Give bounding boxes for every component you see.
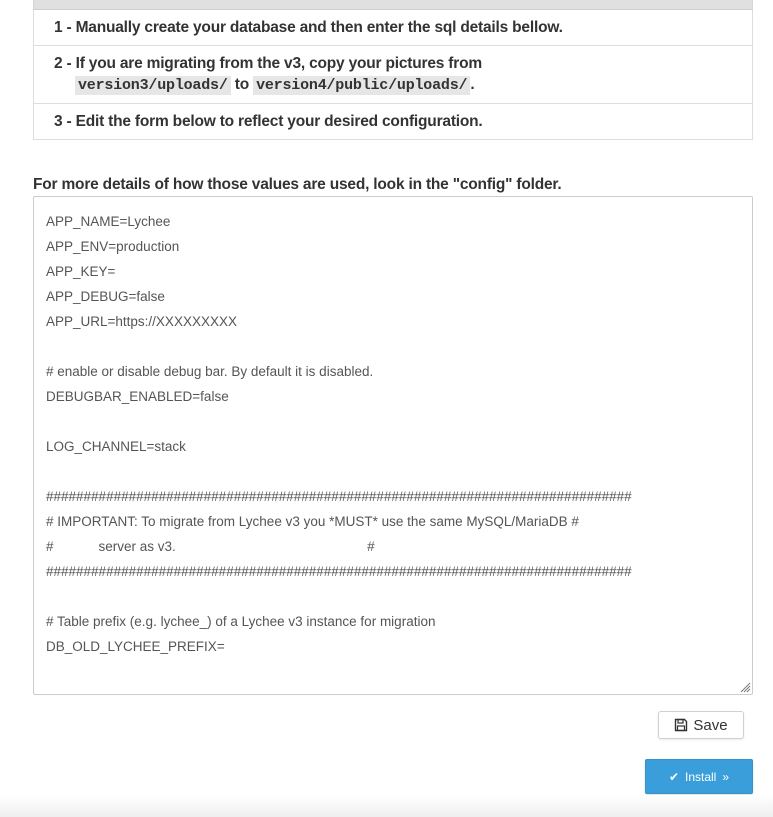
env-config-content[interactable]	[46, 209, 740, 659]
config-line: LOG_CHANNEL=stack	[46, 439, 186, 454]
config-line: # enable or disable debug bar. By default it is disabled.	[46, 364, 374, 379]
config-line: DEBUGBAR_ENABLED=false	[46, 389, 229, 404]
panel-header	[33, 0, 753, 10]
config-line: # IMPORTANT: To migrate from Lychee v3 you *MUST* use the same MySQL/MariaDB #	[46, 514, 579, 529]
config-line: ##############################################################################	[46, 564, 632, 579]
step-3-text: 3 - Edit the form below to reflect your desired configuration.	[54, 113, 483, 130]
config-line: APP_DEBUG=false	[46, 289, 165, 304]
config-line: APP_NAME=Lychee	[46, 214, 171, 229]
env-config-textarea[interactable]	[33, 196, 753, 695]
footer-shadow	[0, 795, 773, 817]
double-chevron-right-icon: »	[722, 769, 730, 784]
step-2-line1: 2 - If you are migrating from the v3, copy your pictures from	[54, 55, 482, 72]
step-3	[33, 104, 753, 140]
step-2-suffix: .	[470, 76, 475, 93]
step-2-connector: to	[234, 76, 249, 93]
config-line: # Table prefix (e.g. lychee_) of a Lychee v3 instance for migration	[46, 614, 436, 629]
config-line: ##############################################################################	[46, 489, 632, 504]
config-line: APP_ENV=production	[46, 239, 180, 254]
steps-list	[33, 10, 753, 140]
config-line: APP_KEY=	[46, 264, 116, 279]
check-icon: ✔	[668, 769, 679, 784]
install-label: Install	[685, 769, 717, 784]
config-line: DB_OLD_LYCHEE_PREFIX=	[46, 639, 225, 654]
save-button[interactable]	[658, 711, 744, 739]
config-line	[46, 409, 740, 434]
floppy-disk-icon	[674, 718, 688, 732]
step-1	[33, 10, 753, 46]
config-line	[46, 334, 740, 359]
step-1-text: 1 - Manually create your database and then enter the sql details bellow.	[54, 19, 563, 36]
save-label: Save	[693, 716, 728, 734]
config-line: APP_URL=https://XXXXXXXXX	[46, 314, 237, 329]
step-2	[33, 46, 753, 104]
config-details-label: For more details of how those values are used, look in the "config" folder.	[33, 176, 562, 193]
config-line	[46, 459, 740, 484]
code-version3-uploads: version3/uploads/	[75, 76, 231, 95]
install-button[interactable]	[645, 759, 753, 794]
install-env-page	[33, 0, 753, 784]
code-version4-uploads: version4/public/uploads/	[253, 76, 470, 95]
resize-handle-icon[interactable]	[739, 681, 751, 693]
config-line	[46, 584, 740, 609]
step-2-line2	[54, 76, 732, 94]
config-line: # server as v3. #	[46, 539, 375, 554]
